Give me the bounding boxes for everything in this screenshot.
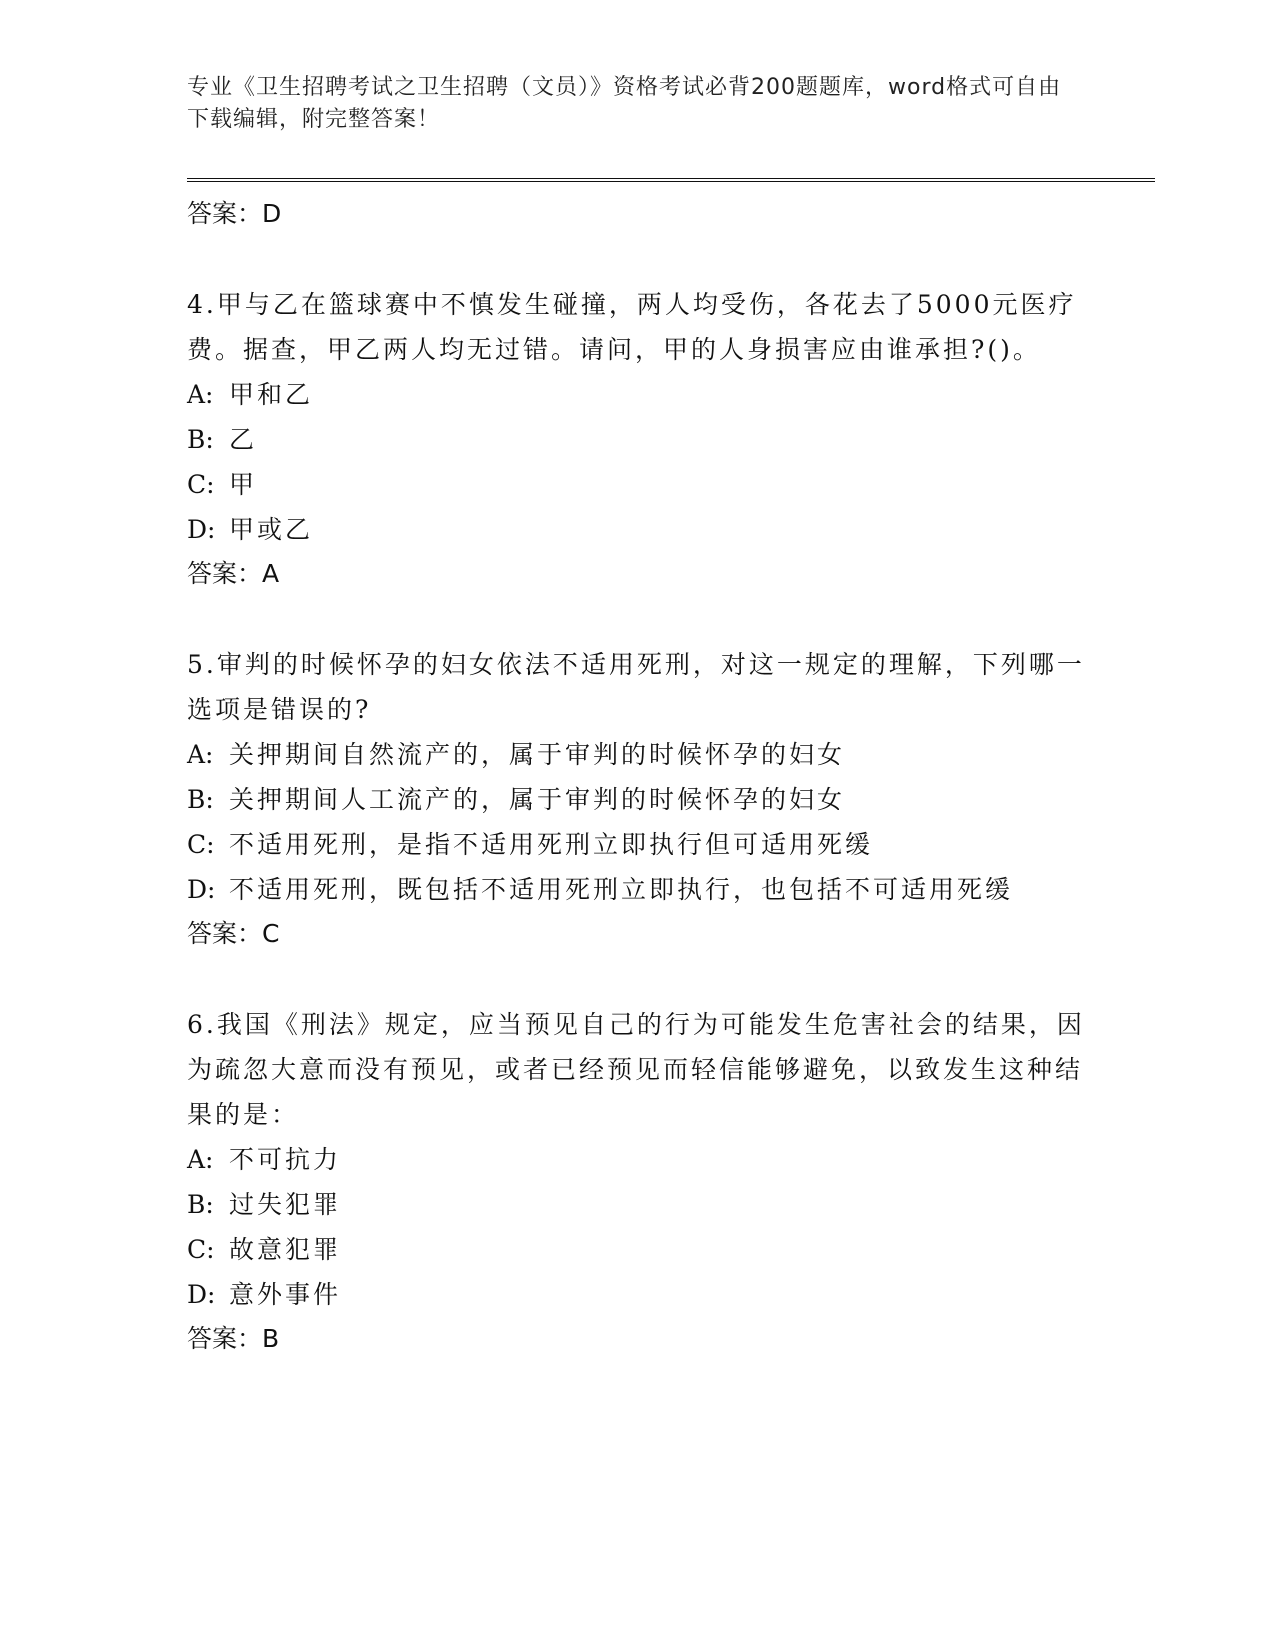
option-a <box>187 1137 1087 1182</box>
option-key: D: <box>187 515 216 544</box>
document-title: 专业《卫生招聘考试之卫生招聘（文员）》资格考试必背200题题库，word格式可自由下载编辑，附完整答案！ <box>187 75 1062 132</box>
option-key: C: <box>187 830 215 859</box>
option-text: 不可抗力 <box>229 1145 342 1174</box>
option-b <box>187 417 1087 462</box>
answer-label: 答案： <box>187 559 263 588</box>
answer-value: D <box>262 199 282 228</box>
option-key: A: <box>187 380 214 409</box>
option-a <box>187 372 1087 417</box>
question-5 <box>187 642 1087 958</box>
option-text: 甲或乙 <box>229 515 314 544</box>
option-c <box>187 462 1087 507</box>
answer-label: 答案： <box>187 919 263 948</box>
question-4 <box>187 282 1087 598</box>
option-c <box>187 822 1087 867</box>
option-key: D: <box>187 1280 216 1309</box>
option-text: 不适用死刑，既包括不适用死刑立即执行，也包括不可适用死缓 <box>229 875 1014 904</box>
option-text: 意外事件 <box>229 1280 342 1309</box>
document-body <box>187 192 1087 1363</box>
answer-value: A <box>262 559 280 588</box>
option-d <box>187 867 1087 912</box>
option-key: B: <box>187 425 214 454</box>
option-d <box>187 507 1087 552</box>
option-d <box>187 1272 1087 1317</box>
answer-value: C <box>262 919 280 948</box>
answer-line <box>187 1317 1087 1363</box>
option-text: 故意犯罪 <box>229 1235 342 1264</box>
option-key: A: <box>187 740 214 769</box>
answer-line <box>187 912 1087 958</box>
question-stem: 5.审判的时候怀孕的妇女依法不适用死刑，对这一规定的理解，下列哪一选项是错误的? <box>187 650 1085 724</box>
question-6 <box>187 1002 1087 1363</box>
option-text: 关押期间自然流产的，属于审判的时候怀孕的妇女 <box>229 740 846 769</box>
option-b <box>187 1182 1087 1227</box>
option-text: 甲 <box>229 470 258 499</box>
page-header <box>187 72 1067 136</box>
question-stem: 6.我国《刑法》规定，应当预见自己的行为可能发生危害社会的结果，因为疏忽大意而没有预见，或者已经预见而轻信能够避免，以致发生这种结果的是： <box>187 1010 1085 1129</box>
answer-line <box>187 552 1087 598</box>
answer-label: 答案： <box>187 1324 263 1353</box>
option-a <box>187 732 1087 777</box>
option-text: 关押期间人工流产的，属于审判的时候怀孕的妇女 <box>229 785 846 814</box>
option-text: 不适用死刑，是指不适用死刑立即执行但可适用死缓 <box>229 830 874 859</box>
option-key: B: <box>187 1190 214 1219</box>
option-text: 乙 <box>229 425 258 454</box>
option-text: 过失犯罪 <box>229 1190 342 1219</box>
option-key: D: <box>187 875 216 904</box>
option-c <box>187 1227 1087 1272</box>
option-b <box>187 777 1087 822</box>
option-text: 甲和乙 <box>229 380 314 409</box>
option-key: C: <box>187 1235 215 1264</box>
header-divider <box>187 178 1155 182</box>
option-key: B: <box>187 785 214 814</box>
option-key: A: <box>187 1145 214 1174</box>
question-stem: 4.甲与乙在篮球赛中不慎发生碰撞，两人均受伤，各花去了5000元医疗费。据查，甲乙两人均无过错。请问，甲的人身损害应由谁承担?()。 <box>187 290 1077 364</box>
answer-label: 答案： <box>187 199 263 228</box>
previous-answer <box>187 192 1087 238</box>
option-key: C: <box>187 470 215 499</box>
answer-value: B <box>262 1324 280 1353</box>
